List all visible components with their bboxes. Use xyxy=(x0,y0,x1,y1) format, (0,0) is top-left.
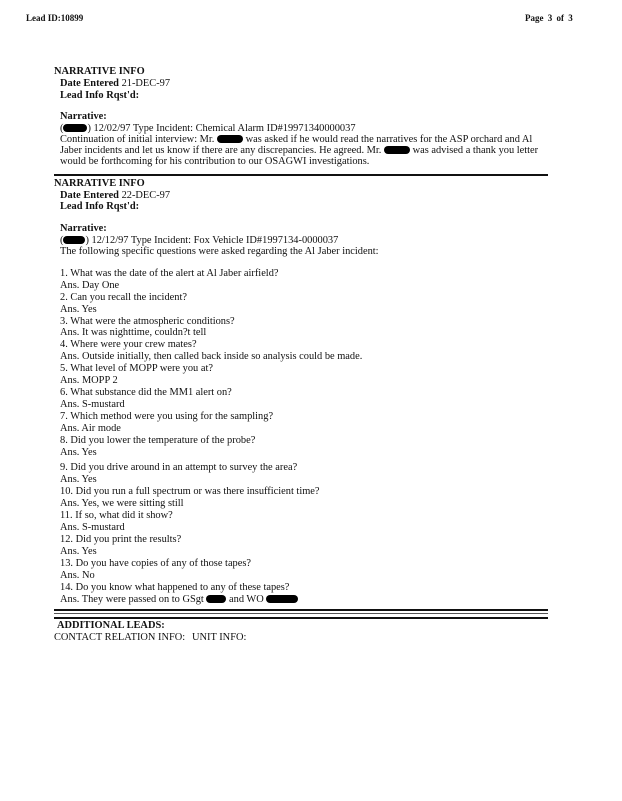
date-entered-row xyxy=(60,190,170,201)
narrative-body-line: would be forthcoming for his contribution to our OSAGWI investigations. xyxy=(60,156,370,167)
narrative-meta: ( ) 12/02/97 Type Incident: Chemical Alarm ID#19971340000037 xyxy=(60,123,356,134)
section-divider xyxy=(54,609,548,611)
answer: Ans. MOPP 2 xyxy=(60,375,118,386)
answer: Ans. Day One xyxy=(60,280,120,291)
answer: Ans. They were passed on to GSgt and WO xyxy=(60,594,298,605)
question: 1. What was the date of the alert at Al Jaber airfield? xyxy=(60,268,279,279)
date-entered-label: Date Entered xyxy=(60,190,119,201)
narrative-intro: The following specific questions were asked regarding the Al Jaber incident: xyxy=(60,246,379,257)
question: 6. What substance did the MM1 alert on? xyxy=(60,387,232,398)
lead-id: Lead ID:10899 xyxy=(26,13,84,23)
redaction xyxy=(206,595,226,603)
question: 14. Do you know what happened to any of these tapes? xyxy=(60,582,290,593)
narrative-body-line: Jaber incidents and let us know if there are any discrepancies. He agreed. Mr. was advised a thank you letter xyxy=(60,145,539,156)
question: 8. Did you lower the temperature of the probe? xyxy=(60,435,256,446)
answer: Ans. Yes xyxy=(60,304,97,315)
answer: Ans. It was nighttime, couldn?t tell xyxy=(60,327,207,338)
question: 7. Which method were you using for the sampling? xyxy=(60,411,274,422)
question: 11. If so, what did it show? xyxy=(60,510,173,521)
section-divider xyxy=(54,174,548,176)
page-number: Page 3 of 3 xyxy=(525,13,573,23)
unit-info-label: UNIT INFO: xyxy=(192,632,247,643)
section-divider xyxy=(54,617,548,619)
redaction xyxy=(266,595,298,603)
question: 13. Do you have copies of any of those tapes? xyxy=(60,558,252,569)
date-entered-value: 22-DEC-97 xyxy=(121,190,171,201)
question: 12. Did you print the results? xyxy=(60,534,182,545)
lead-info-label: Lead Info Rqst'd: xyxy=(60,201,140,212)
answer: Ans. Yes xyxy=(60,447,97,458)
section-title: NARRATIVE INFO xyxy=(54,178,145,189)
answer: Ans. Yes xyxy=(60,546,97,557)
narrative-label: Narrative: xyxy=(60,111,107,122)
narrative-body-line: Continuation of initial interview: Mr. was asked if he would read the narratives for the ASP orchard and Al xyxy=(60,134,533,145)
answer: Ans. S-mustard xyxy=(60,399,125,410)
question: 9. Did you drive around in an attempt to survey the area? xyxy=(60,462,298,473)
question: 10. Did you run a full spectrum or was there insufficient time? xyxy=(60,486,320,497)
date-entered-row xyxy=(60,78,170,89)
question: 5. What level of MOPP were you at? xyxy=(60,363,213,374)
answer: Ans. No xyxy=(60,570,95,581)
redaction xyxy=(63,124,87,132)
redaction xyxy=(384,146,410,154)
question: 3. What were the atmospheric conditions? xyxy=(60,316,235,327)
contact-relation-label: CONTACT RELATION INFO: xyxy=(54,632,186,643)
question: 4. Where were your crew mates? xyxy=(60,339,197,350)
section-title: NARRATIVE INFO xyxy=(54,66,145,77)
redaction xyxy=(217,135,243,143)
answer: Ans. Yes, we were sitting still xyxy=(60,498,184,509)
date-entered-value: 21-DEC-97 xyxy=(121,78,171,89)
answer: Ans. Yes xyxy=(60,474,97,485)
narrative-meta: ( ) 12/12/97 Type Incident: Fox Vehicle ID#1997134-0000037 xyxy=(60,235,339,246)
additional-leads-title: ADDITIONAL LEADS: xyxy=(57,620,165,631)
narrative-label: Narrative: xyxy=(60,223,107,234)
answer: Ans. S-mustard xyxy=(60,522,125,533)
section-divider xyxy=(54,613,548,614)
date-entered-label: Date Entered xyxy=(60,78,119,89)
answer: Ans. Air mode xyxy=(60,423,121,434)
question: 2. Can you recall the incident? xyxy=(60,292,187,303)
lead-info-label: Lead Info Rqst'd: xyxy=(60,90,140,101)
answer: Ans. Outside initially, then called back inside so analysis could be made. xyxy=(60,351,363,362)
redaction xyxy=(63,236,85,244)
